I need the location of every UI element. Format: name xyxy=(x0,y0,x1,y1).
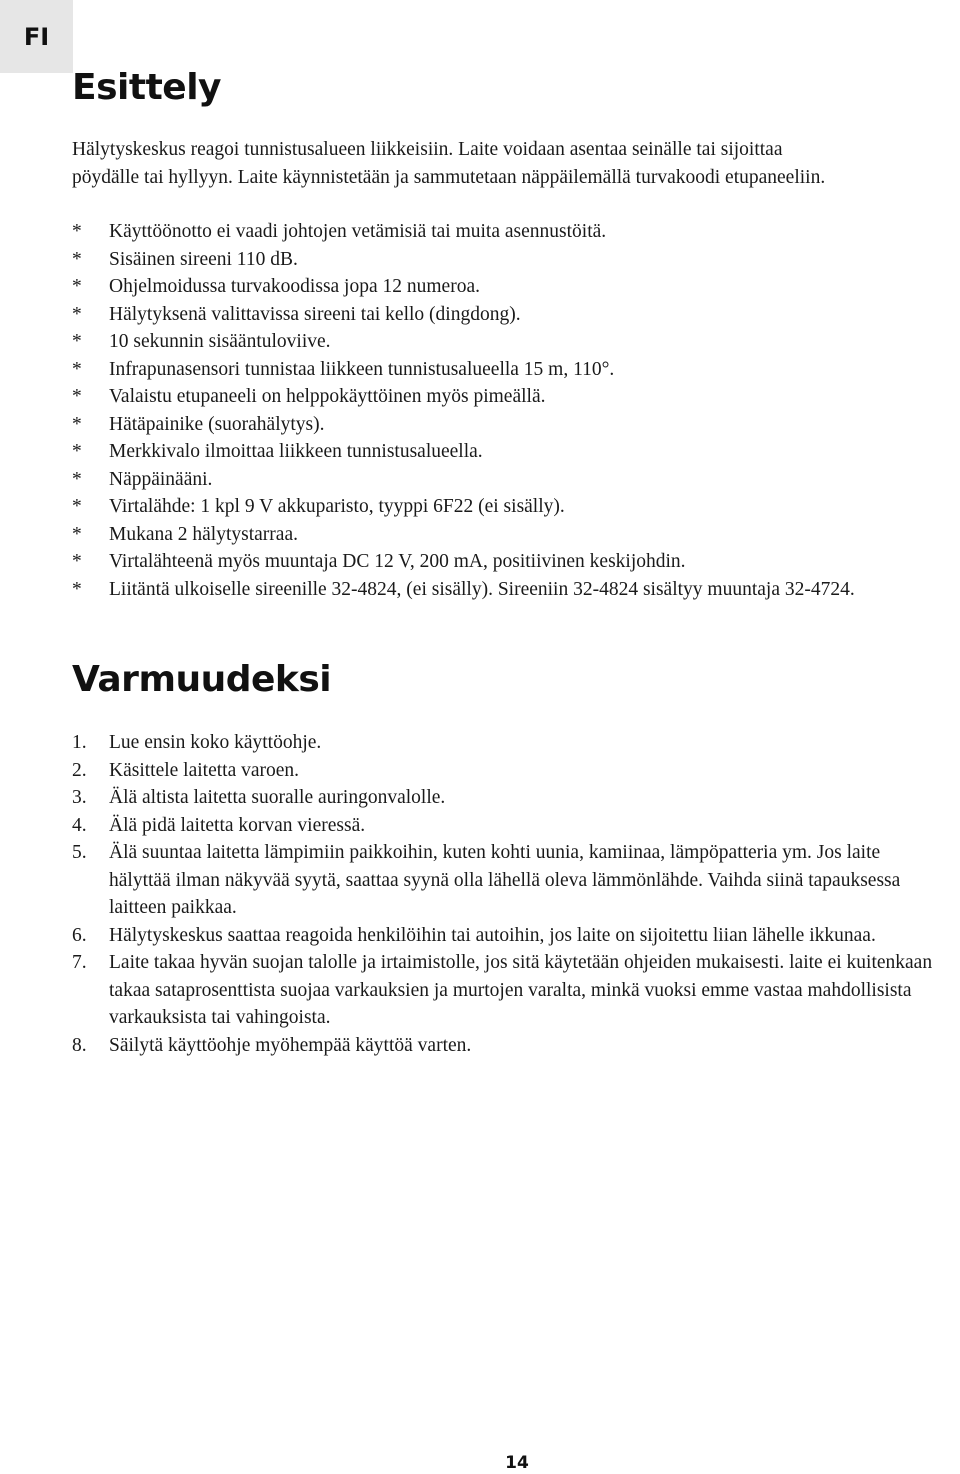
feature-item xyxy=(72,246,940,274)
safety-item-number: 2. xyxy=(72,759,87,781)
safety-item xyxy=(72,1032,940,1060)
intro-paragraph-line: Hälytyskeskus reagoi tunnistusalueen liikkeisiin. Laite voidaan asentaa seinälle tai sijoittaa xyxy=(72,139,783,160)
section-heading-intro: Esittely xyxy=(72,67,221,108)
feature-text: Sisäinen sireeni 110 dB. xyxy=(109,248,298,270)
feature-item xyxy=(72,548,940,576)
intro-paragraph xyxy=(72,136,932,191)
feature-item xyxy=(72,383,940,411)
feature-text: Valaistu etupaneeli on helppokäyttöinen myös pimeällä. xyxy=(109,386,546,407)
bullet-mark: * xyxy=(72,523,82,545)
feature-item xyxy=(72,218,940,246)
feature-text: Infrapunasensori tunnistaa liikkeen tunnistusalueella 15 m, 110°. xyxy=(109,358,615,380)
feature-text: Virtalähde: 1 kpl 9 V akkuparisto, tyyppi 6F22 (ei sisälly). xyxy=(109,496,565,517)
feature-text: Näppäinääni. xyxy=(109,468,213,490)
bullet-mark: * xyxy=(72,496,82,517)
safety-item-number: 4. xyxy=(72,814,87,836)
feature-item xyxy=(72,411,940,439)
bullet-mark: * xyxy=(72,441,82,462)
intro-paragraph-line: pöydälle tai hyllyyn. Laite käynnistetään ja sammutetaan näppäilemällä turvakoodi etupaneeliin. xyxy=(72,166,826,188)
safety-item xyxy=(72,784,940,812)
bullet-mark: * xyxy=(72,386,82,407)
feature-text: 10 sekunnin sisääntuloviive. xyxy=(109,331,331,352)
feature-item xyxy=(72,576,940,604)
safety-item-text: Älä pidä laitetta korvan vieressä. xyxy=(109,814,366,836)
feature-item xyxy=(72,328,940,356)
safety-item-number: 3. xyxy=(72,787,87,808)
safety-item xyxy=(72,949,940,1032)
safety-item xyxy=(72,729,940,757)
feature-item xyxy=(72,301,940,329)
feature-item xyxy=(72,466,940,494)
safety-list xyxy=(72,729,940,1059)
feature-text: Hätäpainike (suorahälytys). xyxy=(109,413,325,435)
feature-text: Virtalähteenä myös muuntaja DC 12 V, 200 mA, positiivinen keskijohdin. xyxy=(109,551,686,572)
bullet-mark: * xyxy=(72,331,82,352)
bullet-mark: * xyxy=(72,578,82,600)
bullet-mark: * xyxy=(72,276,82,297)
feature-list xyxy=(72,218,940,603)
safety-item-text: Säilytä käyttöohje myöhempää käyttöä varten. xyxy=(109,1034,472,1056)
feature-text: Käyttöönotto ei vaadi johtojen vetämisiä tai muita asennustöitä. xyxy=(109,221,607,242)
safety-item xyxy=(72,839,940,922)
safety-item-text: Laite takaa hyvän suojan talolle ja irtaimistolle, jos sitä käytetään ohjeiden mukaisesti. laite ei kuitenkaan takaa sataprosenttista suojaa varkauksien ja murtojen varalta, minkä vuoksi emme vastaa mahdollisista varkauksista tai vahingoista. xyxy=(109,952,933,1028)
safety-item xyxy=(72,922,940,950)
feature-text: Liitäntä ulkoiselle sireenille 32-4824, (ei sisälly). Sireeniin 32-4824 sisältyy muuntaja 32-4724. xyxy=(109,578,855,600)
bullet-mark: * xyxy=(72,221,82,242)
feature-text: Merkkivalo ilmoittaa liikkeen tunnistusalueella. xyxy=(109,441,483,462)
bullet-mark: * xyxy=(72,551,82,572)
language-tab: FI xyxy=(0,0,73,73)
page-number: 14 xyxy=(505,1453,529,1473)
feature-text: Mukana 2 hälytystarraa. xyxy=(109,523,298,545)
bullet-mark: * xyxy=(72,468,82,490)
bullet-mark: * xyxy=(72,303,82,325)
feature-item xyxy=(72,273,940,301)
safety-item-text: Hälytyskeskus saattaa reagoida henkilöihin tai autoihin, jos laite on sijoitettu liian lähelle ikkunaa. xyxy=(109,924,876,946)
feature-text: Ohjelmoidussa turvakoodissa jopa 12 numeroa. xyxy=(109,276,480,297)
feature-item xyxy=(72,521,940,549)
feature-item xyxy=(72,493,940,521)
bullet-mark: * xyxy=(72,413,82,435)
feature-item xyxy=(72,356,940,384)
feature-text: Hälytyksenä valittavissa sireeni tai kello (dingdong). xyxy=(109,303,521,325)
safety-item-number: 1. xyxy=(72,732,87,753)
safety-item-number: 6. xyxy=(72,924,87,946)
bullet-mark: * xyxy=(72,358,82,380)
feature-item xyxy=(72,438,940,466)
safety-item-text: Älä altista laitetta suoralle auringonvalolle. xyxy=(109,787,446,808)
safety-item-number: 7. xyxy=(72,952,87,973)
safety-item xyxy=(72,757,940,785)
safety-item-text: Käsittele laitetta varoen. xyxy=(109,759,300,781)
safety-item-number: 5. xyxy=(72,842,87,863)
safety-item-number: 8. xyxy=(72,1034,87,1056)
section-heading-safety: Varmuudeksi xyxy=(72,659,332,700)
safety-item-text: Lue ensin koko käyttöohje. xyxy=(109,732,322,753)
safety-item-text: Älä suuntaa laitetta lämpimiin paikkoihin, kuten kohti uunia, kamiinaa, lämpöpatteria ym. Jos laite hälyttää ilman näkyvää syytä, saattaa syynä olla lähellä oleva lämmönlähde. Vaihda siinä tapauksessa laitteen paikkaa. xyxy=(109,842,901,918)
safety-item xyxy=(72,812,940,840)
bullet-mark: * xyxy=(72,248,82,270)
